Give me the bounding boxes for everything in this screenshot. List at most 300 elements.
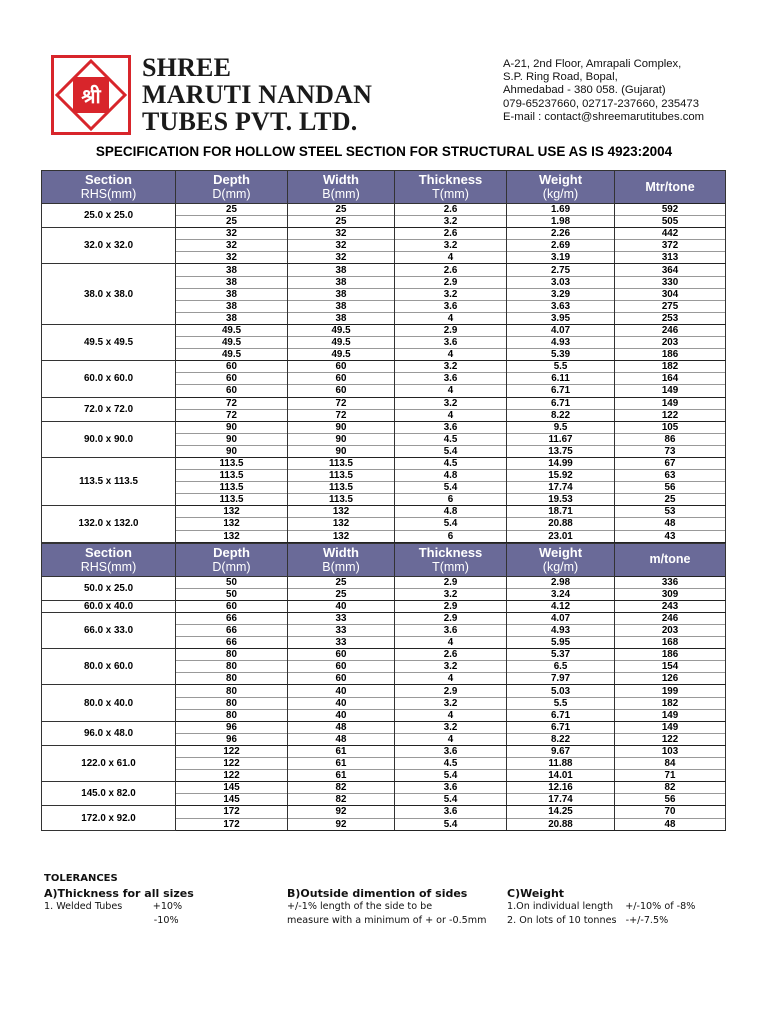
- value-cell: 3.6: [395, 300, 507, 312]
- value-cell: 203: [615, 337, 726, 349]
- section-cell: 25.0 x 25.0: [42, 204, 176, 228]
- value-cell: 2.6: [395, 204, 507, 216]
- tolerances-heading: TOLERANCES: [44, 873, 118, 884]
- document-title: SPECIFICATION FOR HOLLOW STEEL SECTION FOR STRUCTURAL USE AS IS 4923:2004: [95, 144, 673, 159]
- value-cell: 90: [176, 421, 288, 433]
- value-cell: 70: [615, 806, 726, 818]
- value-cell: 7.97: [507, 673, 615, 685]
- column-header: Thickness: [395, 171, 507, 188]
- value-cell: 3.24: [507, 588, 615, 600]
- value-cell: 38: [176, 300, 288, 312]
- value-cell: 80: [176, 709, 288, 721]
- value-cell: 66: [176, 612, 288, 624]
- value-cell: 132: [288, 506, 395, 518]
- value-cell: 5.5: [507, 361, 615, 373]
- tolerance-outside-dimension-line-1: +/-1% length of the side to be: [287, 901, 433, 912]
- value-cell: 25: [176, 204, 288, 216]
- value-cell: 25: [288, 576, 395, 588]
- value-cell: 113.5: [288, 494, 395, 506]
- company-logo: [51, 55, 131, 135]
- tolerance-weight: [507, 887, 695, 928]
- value-cell: 60: [288, 673, 395, 685]
- value-cell: 32: [176, 240, 288, 252]
- value-cell: 25: [176, 216, 288, 228]
- value-cell: 32: [288, 228, 395, 240]
- value-cell: 40: [288, 600, 395, 612]
- value-cell: 2.75: [507, 264, 615, 276]
- value-cell: 86: [615, 433, 726, 445]
- value-cell: 113.5: [176, 482, 288, 494]
- value-cell: 60: [176, 361, 288, 373]
- column-unit: D(mm): [176, 560, 288, 577]
- value-cell: 72: [288, 409, 395, 421]
- value-cell: 43: [615, 530, 726, 542]
- value-cell: 122: [615, 733, 726, 745]
- value-cell: 199: [615, 685, 726, 697]
- value-cell: 2.6: [395, 264, 507, 276]
- section-cell: 122.0 x 61.0: [42, 745, 176, 781]
- value-cell: 67: [615, 457, 726, 469]
- column-header: Width: [288, 543, 395, 560]
- column-unit: RHS(mm): [42, 560, 176, 577]
- value-cell: 2.9: [395, 612, 507, 624]
- table-row: [42, 397, 726, 409]
- value-cell: 49.5: [288, 337, 395, 349]
- value-cell: 4: [395, 709, 507, 721]
- column-header: Weight: [507, 543, 615, 560]
- column-header: Depth: [176, 171, 288, 188]
- column-unit: B(mm): [288, 187, 395, 204]
- section-cell: 172.0 x 92.0: [42, 806, 176, 830]
- value-cell: 40: [288, 709, 395, 721]
- value-cell: 80: [176, 649, 288, 661]
- table-row: [42, 264, 726, 276]
- table-row: [42, 361, 726, 373]
- tolerance-outside-dimension-title: B)Outside dimention of sides: [287, 887, 468, 900]
- value-cell: 113.5: [288, 482, 395, 494]
- value-cell: 442: [615, 228, 726, 240]
- table-row: [42, 457, 726, 469]
- value-cell: 25: [288, 588, 395, 600]
- value-cell: 25: [615, 494, 726, 506]
- value-cell: 3.2: [395, 697, 507, 709]
- section-cell: 38.0 x 38.0: [42, 264, 176, 324]
- value-cell: 5.4: [395, 818, 507, 830]
- value-cell: 82: [288, 794, 395, 806]
- value-cell: 3.6: [395, 337, 507, 349]
- tolerance-weight-title: C)Weight: [507, 887, 565, 900]
- table-row: [42, 782, 726, 794]
- value-cell: 13.75: [507, 445, 615, 457]
- value-cell: 2.9: [395, 324, 507, 336]
- value-cell: 132: [288, 518, 395, 530]
- value-cell: 73: [615, 445, 726, 457]
- value-cell: 3.19: [507, 252, 615, 264]
- company-address: [503, 58, 753, 124]
- value-cell: 3.2: [395, 397, 507, 409]
- value-cell: 5.03: [507, 685, 615, 697]
- address-line-2: S.P. Ring Road, Bopal,: [503, 71, 618, 84]
- value-cell: 66: [176, 625, 288, 637]
- value-cell: 80: [176, 697, 288, 709]
- tolerance-thickness-line-1: 1. Welded Tubes +10%: [44, 901, 183, 912]
- value-cell: 4.07: [507, 612, 615, 624]
- specification-tables: [41, 170, 725, 831]
- value-cell: 53: [615, 506, 726, 518]
- value-cell: 8.22: [507, 409, 615, 421]
- company-name-line-3: TUBES PVT. LTD.: [142, 107, 358, 136]
- column-header: Depth: [176, 543, 288, 560]
- value-cell: 60: [288, 649, 395, 661]
- value-cell: 243: [615, 600, 726, 612]
- value-cell: 309: [615, 588, 726, 600]
- spec-table-2: [41, 543, 726, 831]
- value-cell: 3.2: [395, 288, 507, 300]
- value-cell: 122: [176, 745, 288, 757]
- value-cell: 72: [176, 397, 288, 409]
- value-cell: 14.99: [507, 457, 615, 469]
- column-header: Section: [42, 171, 176, 188]
- value-cell: 172: [176, 806, 288, 818]
- value-cell: 113.5: [176, 470, 288, 482]
- value-cell: 172: [176, 818, 288, 830]
- value-cell: 3.6: [395, 373, 507, 385]
- value-cell: 2.9: [395, 685, 507, 697]
- value-cell: 4: [395, 733, 507, 745]
- address-line-1: A-21, 2nd Floor, Amrapali Complex,: [503, 58, 682, 70]
- address-line-4: 079-65237660, 02717-237660, 235473: [503, 97, 699, 110]
- value-cell: 3.2: [395, 588, 507, 600]
- value-cell: 132: [288, 530, 395, 542]
- value-cell: 4.93: [507, 337, 615, 349]
- value-cell: 56: [615, 794, 726, 806]
- column-unit: B(mm): [288, 560, 395, 577]
- value-cell: 20.88: [507, 818, 615, 830]
- value-cell: 60: [176, 373, 288, 385]
- value-cell: 90: [176, 445, 288, 457]
- value-cell: 14.25: [507, 806, 615, 818]
- value-cell: 9.5: [507, 421, 615, 433]
- value-cell: 164: [615, 373, 726, 385]
- value-cell: 4.07: [507, 324, 615, 336]
- tolerance-weight-line-1: 1.On individual length +/-10% of -8%: [507, 901, 696, 912]
- column-unit: T(mm): [395, 187, 507, 204]
- value-cell: 40: [288, 685, 395, 697]
- value-cell: 2.9: [395, 276, 507, 288]
- value-cell: 25: [288, 204, 395, 216]
- value-cell: 3.6: [395, 625, 507, 637]
- value-cell: 6: [395, 494, 507, 506]
- tolerance-outside-dimension: [287, 887, 486, 928]
- value-cell: 372: [615, 240, 726, 252]
- value-cell: 275: [615, 300, 726, 312]
- value-cell: 4.93: [507, 625, 615, 637]
- value-cell: 3.63: [507, 300, 615, 312]
- section-cell: 132.0 x 132.0: [42, 506, 176, 542]
- spec-table-1: [41, 170, 726, 543]
- value-cell: 90: [288, 445, 395, 457]
- value-cell: 2.6: [395, 228, 507, 240]
- value-cell: 33: [288, 625, 395, 637]
- company-name-line-1: SHREE: [142, 53, 232, 82]
- value-cell: 82: [288, 782, 395, 794]
- value-cell: 4.5: [395, 457, 507, 469]
- value-cell: 3.6: [395, 782, 507, 794]
- section-cell: 72.0 x 72.0: [42, 397, 176, 421]
- value-cell: 6.11: [507, 373, 615, 385]
- value-cell: 2.9: [395, 576, 507, 588]
- value-cell: 90: [288, 421, 395, 433]
- value-cell: 49.5: [176, 324, 288, 336]
- value-cell: 132: [176, 530, 288, 542]
- value-cell: 15.92: [507, 470, 615, 482]
- value-cell: 4: [395, 637, 507, 649]
- value-cell: 2.6: [395, 649, 507, 661]
- value-cell: 11.67: [507, 433, 615, 445]
- value-cell: 25: [288, 216, 395, 228]
- value-cell: 3.6: [395, 421, 507, 433]
- table-row: [42, 600, 726, 612]
- value-cell: 3.03: [507, 276, 615, 288]
- value-cell: 49.5: [288, 349, 395, 361]
- value-cell: 145: [176, 794, 288, 806]
- section-cell: 50.0 x 25.0: [42, 576, 176, 600]
- value-cell: 2.98: [507, 576, 615, 588]
- column-unit: (kg/m): [507, 560, 615, 577]
- value-cell: 3.2: [395, 216, 507, 228]
- value-cell: 3.2: [395, 661, 507, 673]
- value-cell: 5.4: [395, 445, 507, 457]
- value-cell: 6: [395, 530, 507, 542]
- value-cell: 149: [615, 397, 726, 409]
- value-cell: 61: [288, 745, 395, 757]
- value-cell: 90: [176, 433, 288, 445]
- value-cell: 60: [288, 385, 395, 397]
- value-cell: 60: [288, 361, 395, 373]
- value-cell: 2.9: [395, 600, 507, 612]
- logo-glyph: श्री: [81, 84, 101, 108]
- value-cell: 3.2: [395, 361, 507, 373]
- value-cell: 505: [615, 216, 726, 228]
- value-cell: 96: [176, 733, 288, 745]
- company-name: [142, 54, 402, 135]
- column-header: Thickness: [395, 543, 507, 560]
- table-row: [42, 806, 726, 818]
- value-cell: 49.5: [176, 337, 288, 349]
- section-cell: 60.0 x 60.0: [42, 361, 176, 397]
- section-cell: 32.0 x 32.0: [42, 228, 176, 264]
- value-cell: 61: [288, 758, 395, 770]
- value-cell: 38: [176, 312, 288, 324]
- value-cell: 592: [615, 204, 726, 216]
- section-cell: 49.5 x 49.5: [42, 324, 176, 360]
- table-row: [42, 506, 726, 518]
- value-cell: 38: [176, 276, 288, 288]
- table-row: [42, 421, 726, 433]
- value-cell: 4: [395, 312, 507, 324]
- column-unit: (kg/m): [507, 187, 615, 204]
- value-cell: 122: [615, 409, 726, 421]
- section-cell: 90.0 x 90.0: [42, 421, 176, 457]
- value-cell: 50: [176, 576, 288, 588]
- value-cell: 32: [288, 252, 395, 264]
- value-cell: 38: [176, 288, 288, 300]
- value-cell: 38: [288, 264, 395, 276]
- value-cell: 3.95: [507, 312, 615, 324]
- value-cell: 48: [615, 818, 726, 830]
- value-cell: 182: [615, 361, 726, 373]
- column-header: Width: [288, 171, 395, 188]
- value-cell: 18.71: [507, 506, 615, 518]
- value-cell: 14.01: [507, 770, 615, 782]
- value-cell: 113.5: [176, 494, 288, 506]
- value-cell: 61: [288, 770, 395, 782]
- value-cell: 38: [288, 288, 395, 300]
- value-cell: 60: [176, 385, 288, 397]
- column-header: Weight: [507, 171, 615, 188]
- value-cell: 186: [615, 649, 726, 661]
- value-cell: 1.98: [507, 216, 615, 228]
- column-header: m/tone: [615, 543, 726, 576]
- value-cell: 63: [615, 470, 726, 482]
- column-unit: D(mm): [176, 187, 288, 204]
- value-cell: 50: [176, 588, 288, 600]
- value-cell: 20.88: [507, 518, 615, 530]
- value-cell: 5.5: [507, 697, 615, 709]
- value-cell: 5.37: [507, 649, 615, 661]
- table-row: [42, 228, 726, 240]
- value-cell: 113.5: [288, 470, 395, 482]
- value-cell: 5.4: [395, 518, 507, 530]
- value-cell: 4.8: [395, 470, 507, 482]
- value-cell: 4.12: [507, 600, 615, 612]
- value-cell: 82: [615, 782, 726, 794]
- tolerance-weight-line-2: 2. On lots of 10 tonnes -+/-7.5%: [507, 915, 669, 926]
- value-cell: 122: [176, 758, 288, 770]
- column-header: Section: [42, 543, 176, 560]
- value-cell: 66: [176, 637, 288, 649]
- value-cell: 246: [615, 324, 726, 336]
- value-cell: 6.71: [507, 397, 615, 409]
- value-cell: 32: [176, 228, 288, 240]
- value-cell: 72: [176, 409, 288, 421]
- value-cell: 4: [395, 385, 507, 397]
- section-cell: 113.5 x 113.5: [42, 457, 176, 505]
- column-header: Mtr/tone: [615, 171, 726, 204]
- value-cell: 168: [615, 637, 726, 649]
- value-cell: 4.5: [395, 433, 507, 445]
- value-cell: 2.26: [507, 228, 615, 240]
- value-cell: 80: [176, 673, 288, 685]
- value-cell: 253: [615, 312, 726, 324]
- value-cell: 48: [288, 733, 395, 745]
- value-cell: 48: [615, 518, 726, 530]
- value-cell: 203: [615, 625, 726, 637]
- section-cell: 80.0 x 40.0: [42, 685, 176, 721]
- value-cell: 33: [288, 637, 395, 649]
- value-cell: 17.74: [507, 482, 615, 494]
- table-row: [42, 649, 726, 661]
- value-cell: 6.71: [507, 721, 615, 733]
- column-unit: T(mm): [395, 560, 507, 577]
- value-cell: 49.5: [176, 349, 288, 361]
- value-cell: 6.71: [507, 709, 615, 721]
- value-cell: 60: [176, 600, 288, 612]
- value-cell: 9.67: [507, 745, 615, 757]
- value-cell: 6.5: [507, 661, 615, 673]
- value-cell: 4: [395, 252, 507, 264]
- value-cell: 5.95: [507, 637, 615, 649]
- value-cell: 132: [176, 518, 288, 530]
- value-cell: 32: [176, 252, 288, 264]
- value-cell: 38: [288, 300, 395, 312]
- value-cell: 5.4: [395, 794, 507, 806]
- value-cell: 3.2: [395, 240, 507, 252]
- value-cell: 92: [288, 806, 395, 818]
- table-row: [42, 612, 726, 624]
- value-cell: 38: [176, 264, 288, 276]
- value-cell: 49.5: [288, 324, 395, 336]
- value-cell: 149: [615, 721, 726, 733]
- table-row: [42, 745, 726, 757]
- value-cell: 48: [288, 721, 395, 733]
- value-cell: 1.69: [507, 204, 615, 216]
- address-line-5: E-mail : contact@shreemarutitubes.com: [503, 110, 705, 123]
- value-cell: 113.5: [176, 457, 288, 469]
- value-cell: 80: [176, 661, 288, 673]
- value-cell: 246: [615, 612, 726, 624]
- value-cell: 4: [395, 349, 507, 361]
- value-cell: 4: [395, 673, 507, 685]
- value-cell: 113.5: [288, 457, 395, 469]
- value-cell: 105: [615, 421, 726, 433]
- tolerance-thickness: [44, 887, 194, 928]
- value-cell: 5.4: [395, 482, 507, 494]
- section-cell: 66.0 x 33.0: [42, 612, 176, 648]
- value-cell: 38: [288, 276, 395, 288]
- value-cell: 84: [615, 758, 726, 770]
- address-line-3: Ahmedabad - 380 058. (Gujarat): [503, 84, 666, 97]
- column-unit: RHS(mm): [42, 187, 176, 204]
- value-cell: 304: [615, 288, 726, 300]
- value-cell: 145: [176, 782, 288, 794]
- table-row: [42, 576, 726, 588]
- section-cell: 80.0 x 60.0: [42, 649, 176, 685]
- value-cell: 40: [288, 697, 395, 709]
- value-cell: 132: [176, 506, 288, 518]
- value-cell: 8.22: [507, 733, 615, 745]
- value-cell: 364: [615, 264, 726, 276]
- value-cell: 3.6: [395, 806, 507, 818]
- value-cell: 3.29: [507, 288, 615, 300]
- value-cell: 90: [288, 433, 395, 445]
- tolerance-outside-dimension-line-2: measure with a minimum of + or -0.5mm: [287, 915, 487, 926]
- value-cell: 19.53: [507, 494, 615, 506]
- value-cell: 4.5: [395, 758, 507, 770]
- value-cell: 5.39: [507, 349, 615, 361]
- value-cell: 182: [615, 697, 726, 709]
- table-row: [42, 324, 726, 336]
- value-cell: 154: [615, 661, 726, 673]
- value-cell: 32: [288, 240, 395, 252]
- value-cell: 122: [176, 770, 288, 782]
- value-cell: 72: [288, 397, 395, 409]
- table-row: [42, 204, 726, 216]
- value-cell: 330: [615, 276, 726, 288]
- table-row: [42, 721, 726, 733]
- value-cell: 23.01: [507, 530, 615, 542]
- value-cell: 11.88: [507, 758, 615, 770]
